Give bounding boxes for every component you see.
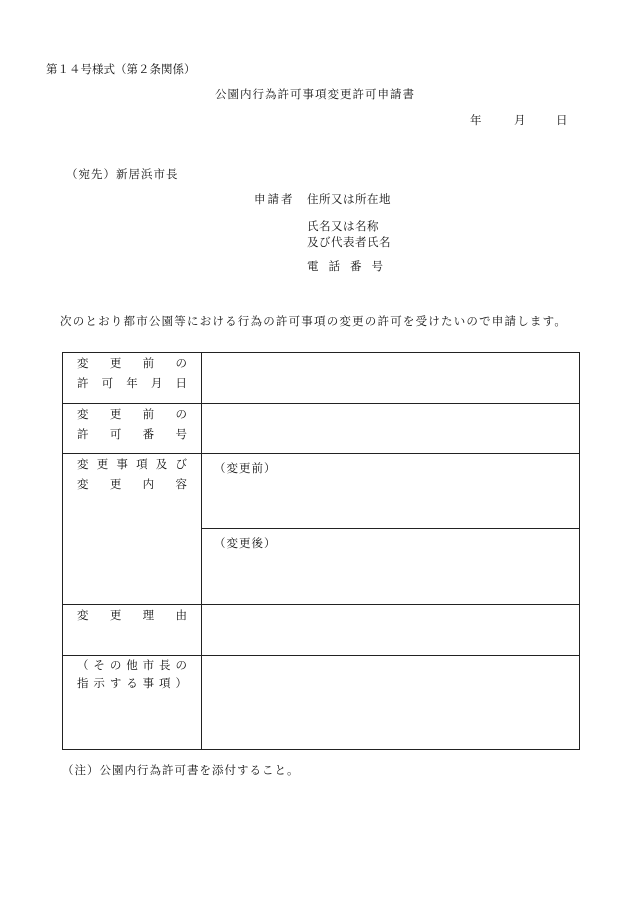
applicant-phone-label: 電話番号 xyxy=(307,259,393,273)
label-char: 更 xyxy=(96,457,109,471)
label-change-reason xyxy=(63,605,202,656)
label-char: 及 xyxy=(155,457,168,471)
label-char: 理 xyxy=(142,608,155,622)
change-after-label: （変更後） xyxy=(214,536,277,550)
label-char: 変 xyxy=(77,407,89,421)
label-char: 容 xyxy=(175,477,187,491)
label-char: 可 xyxy=(109,427,122,441)
label-char: 由 xyxy=(175,608,187,622)
attachment-note: （注）公園内行為許可書を添付すること。 xyxy=(62,763,300,777)
label-char: 前 xyxy=(142,407,155,421)
change-before-field[interactable] xyxy=(202,454,580,529)
label-char: 事 xyxy=(116,457,128,471)
applicant-name-label: 氏名又は名称 xyxy=(307,219,379,233)
label-line xyxy=(77,656,187,674)
other-matters-field[interactable] xyxy=(202,656,580,750)
label-char: 変 xyxy=(77,457,89,471)
label-char: 番 xyxy=(142,427,155,441)
change-before-label: （変更前） xyxy=(214,461,277,475)
document-title: 公園内行為許可事項変更許可申請書 xyxy=(215,87,415,101)
applicant-address-label: 住所又は所在地 xyxy=(307,192,391,206)
label-char: 市 xyxy=(142,658,155,672)
label-char: 日 xyxy=(175,376,187,390)
label-line xyxy=(77,605,187,625)
form-number: 第１４号様式（第２条関係） xyxy=(46,62,196,76)
date-day: 日 xyxy=(556,113,568,127)
label-char: 前 xyxy=(142,356,155,370)
previous-permit-number-field[interactable] xyxy=(202,404,580,454)
label-char: 長 xyxy=(159,658,171,672)
label-char: 事 xyxy=(142,676,155,690)
label-char: 示 xyxy=(93,676,105,690)
table-row-change-before xyxy=(63,454,580,529)
label-char: す xyxy=(109,676,122,690)
label-char: の xyxy=(175,407,187,421)
label-line xyxy=(77,404,187,424)
label-char: 内 xyxy=(142,477,155,491)
label-char: 項 xyxy=(136,457,148,471)
change-after-field[interactable] xyxy=(202,529,580,605)
label-change-details xyxy=(63,454,202,605)
label-char: 許 xyxy=(77,376,89,390)
date-year: 年 xyxy=(470,113,482,127)
label-char: 更 xyxy=(109,608,122,622)
addressee: （宛先）新居浜市長 xyxy=(66,167,179,181)
label-char: そ xyxy=(93,658,105,672)
label-char: の xyxy=(175,356,187,370)
applicant-label: 申請者 xyxy=(254,192,295,206)
label-char: 可 xyxy=(101,376,114,390)
label-char: び xyxy=(175,457,187,471)
previous-permit-date-field[interactable] xyxy=(202,353,580,404)
label-char: 他 xyxy=(126,658,138,672)
label-char: ） xyxy=(175,676,187,690)
label-char: 月 xyxy=(150,376,163,390)
label-char: 号 xyxy=(175,427,187,441)
applicant-representative-label: 及び代表者氏名 xyxy=(307,235,391,249)
change-reason-field[interactable] xyxy=(202,605,580,656)
label-char: 指 xyxy=(77,676,89,690)
label-other-matters xyxy=(63,656,202,750)
label-previous-permit-number xyxy=(63,404,202,454)
request-statement: 次のとおり都市公園等における行為の許可事項の変更の許可を受けたいので申請します。 xyxy=(60,314,568,328)
label-line xyxy=(77,454,187,474)
date-month: 月 xyxy=(514,113,526,127)
table-row-other-matters xyxy=(63,656,580,750)
label-char: 項 xyxy=(159,676,171,690)
label-previous-permit-date xyxy=(63,353,202,404)
label-char: 変 xyxy=(77,356,89,370)
label-char: 更 xyxy=(109,477,122,491)
table-row-previous-permit-date xyxy=(63,353,580,404)
label-char: 更 xyxy=(109,407,122,421)
label-char: る xyxy=(126,676,138,690)
label-line xyxy=(77,674,187,692)
label-char: 許 xyxy=(77,427,89,441)
label-char: 更 xyxy=(109,356,122,370)
label-line xyxy=(77,474,187,494)
label-char: 変 xyxy=(77,608,89,622)
label-char: 変 xyxy=(77,477,89,491)
label-char: （ xyxy=(77,658,89,672)
label-char: の xyxy=(109,658,122,672)
table-row-change-reason xyxy=(63,605,580,656)
label-line xyxy=(77,373,187,393)
label-line xyxy=(77,424,187,444)
label-char: の xyxy=(175,658,187,672)
application-table xyxy=(62,352,580,750)
table-row-previous-permit-number xyxy=(63,404,580,454)
label-char: 年 xyxy=(126,376,138,390)
label-line xyxy=(77,353,187,373)
